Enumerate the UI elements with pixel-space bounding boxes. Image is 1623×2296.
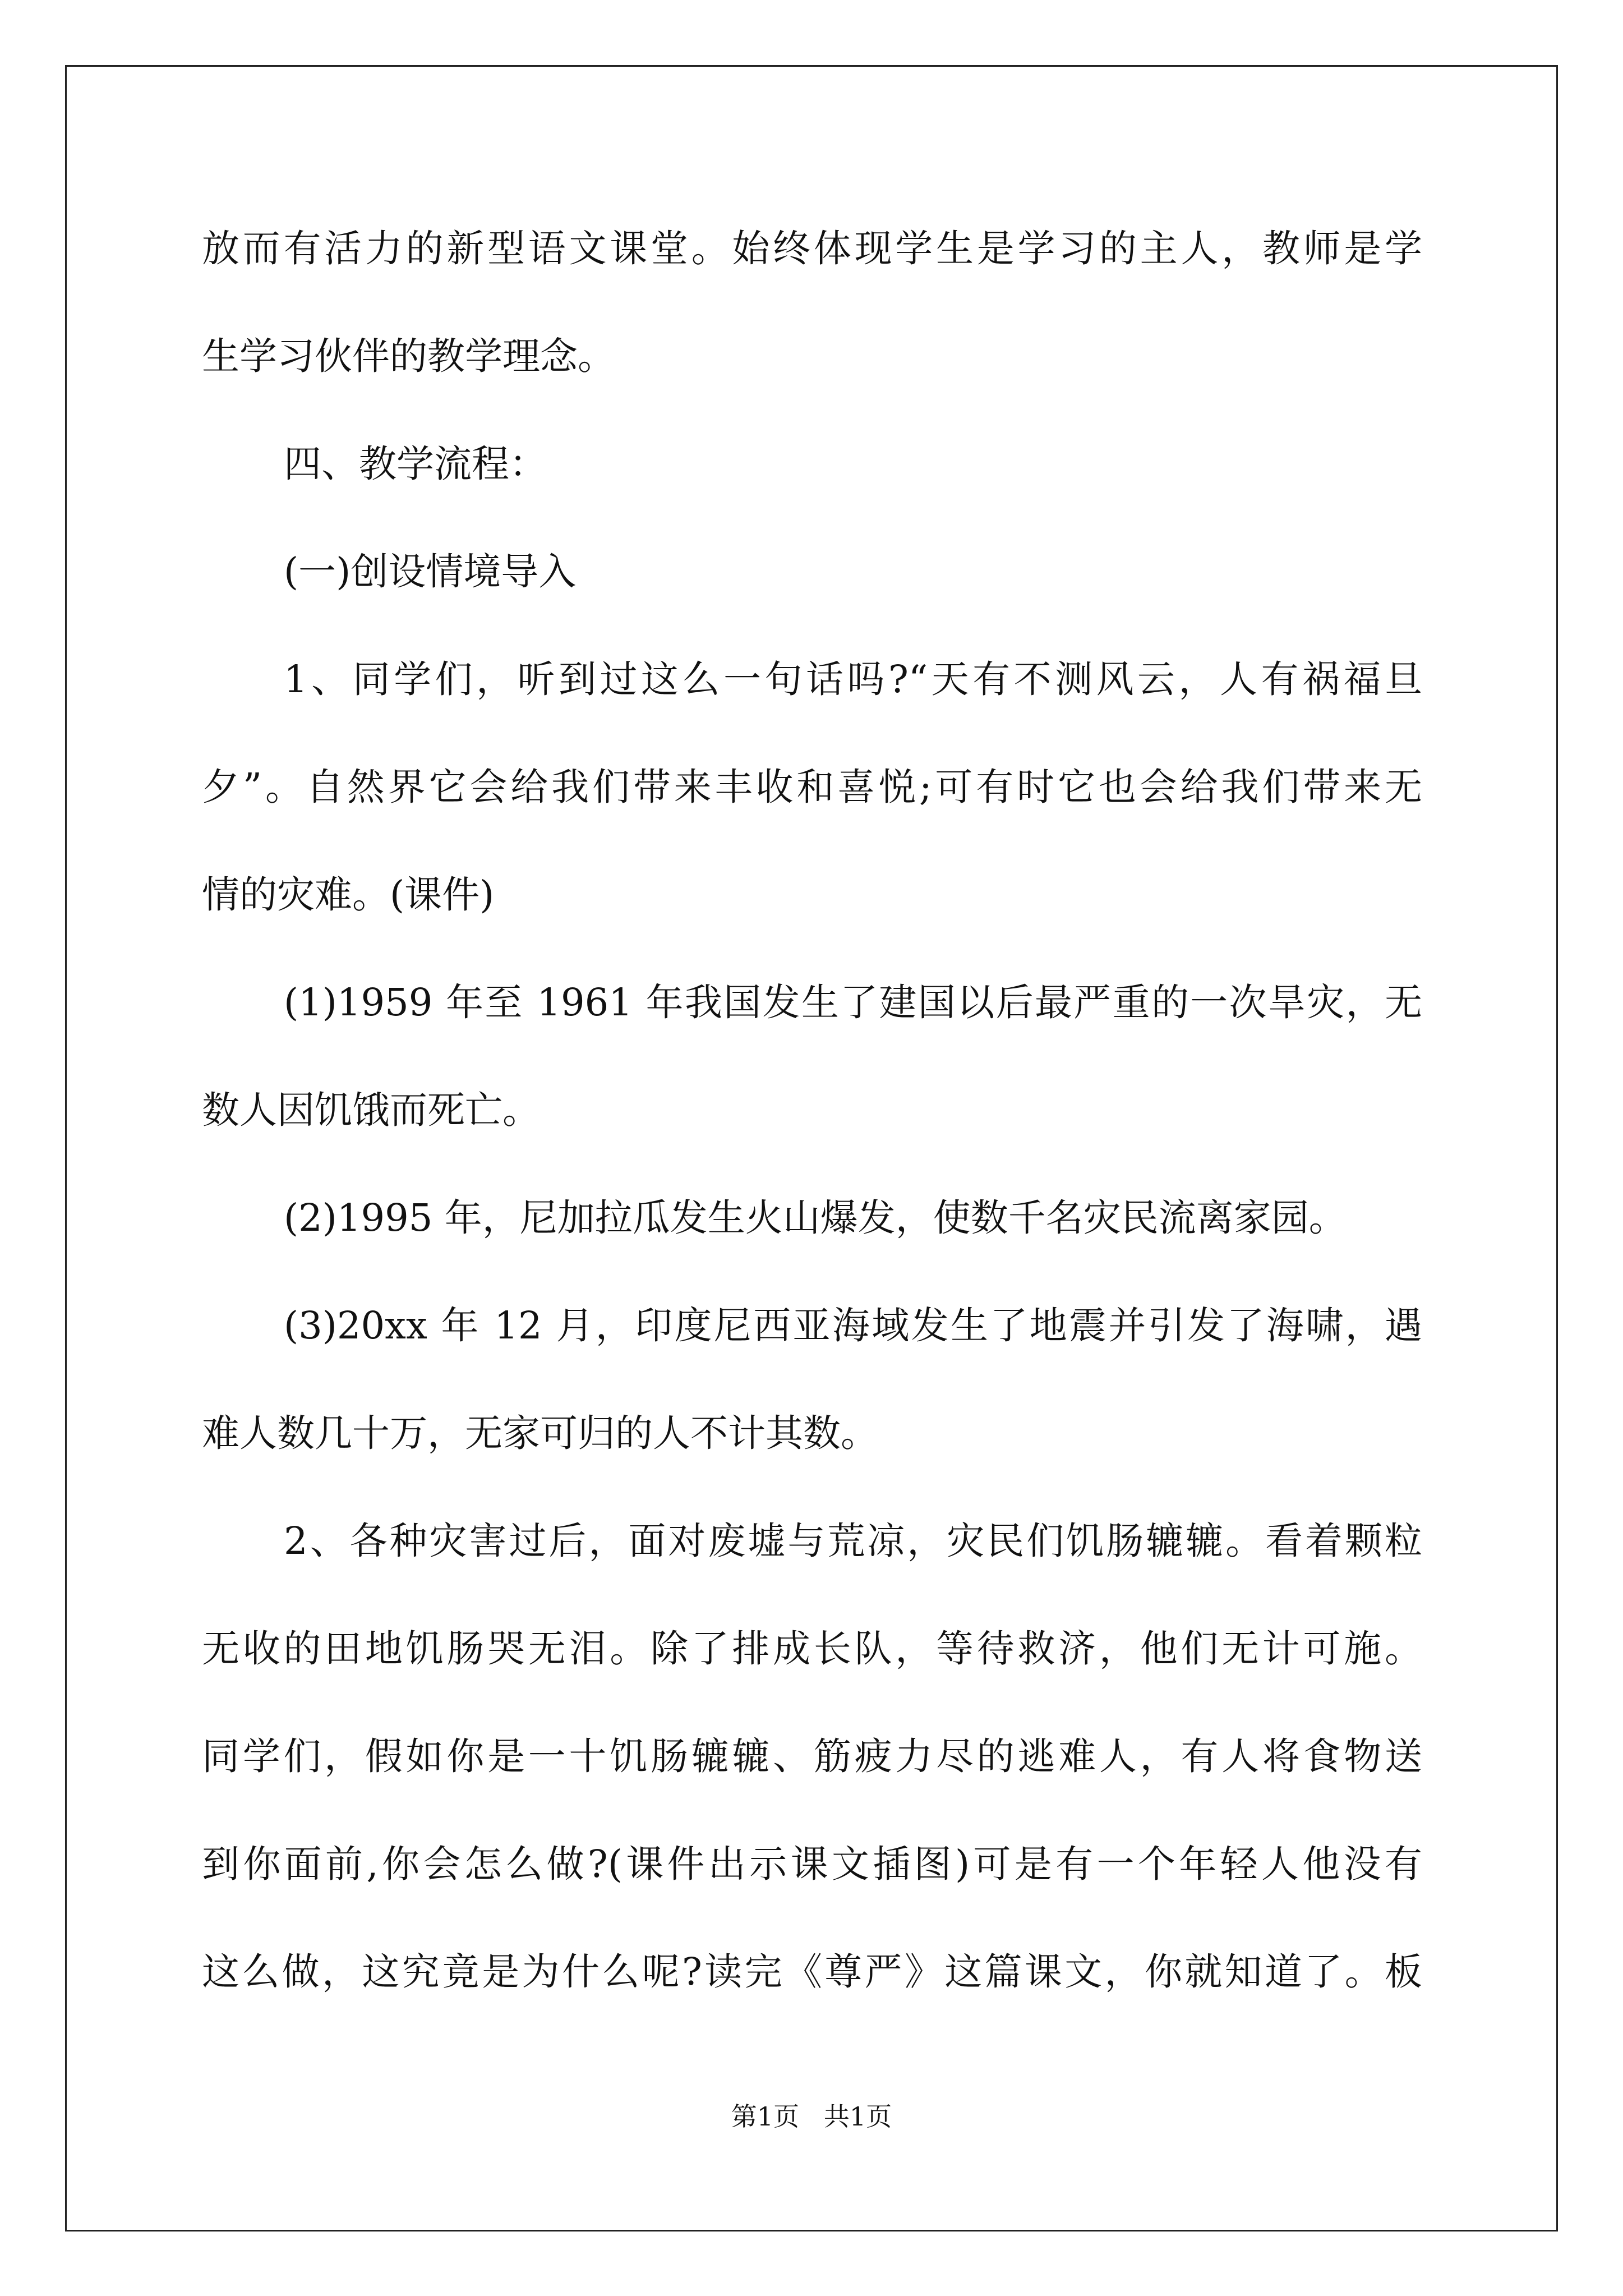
text-line: 这么做，这究竟是为什么呢?读完《尊严》这篇课文，你就知道了。板 bbox=[202, 1950, 1422, 1994]
text-line: (3)20xx 年 12 月，印度尼西亚海域发生了地震并引发了海啸，遇 bbox=[284, 1304, 1422, 1347]
text-line: 难人数几十万，无家可归的人不计其数。 bbox=[202, 1411, 878, 1455]
text-line: 到你面前,你会怎么做?(课件出示课文插图)可是有一个年轻人他没有 bbox=[202, 1842, 1422, 1886]
text-line: 无收的田地饥肠哭无泪。除了排成长队，等待救济，他们无计可施。 bbox=[202, 1627, 1422, 1671]
text-line: 情的灾难。(课件) bbox=[202, 873, 495, 917]
page-footer: 第1页 共1页 bbox=[731, 2101, 892, 2132]
text-line: 夕”。自然界它会给我们带来丰收和喜悦;可有时它也会给我们带来无 bbox=[202, 765, 1422, 809]
section-heading: 四、教学流程： bbox=[284, 442, 547, 486]
text-line: 同学们，假如你是一十饥肠辘辘、筋疲力尽的逃难人，有人将食物送 bbox=[202, 1734, 1422, 1778]
text-line: (1)1959 年至 1961 年我国发生了建国以后最严重的一次旱灾，无 bbox=[284, 981, 1422, 1024]
subsection-heading: (一)创设情境导入 bbox=[284, 550, 577, 593]
text-line: 2、各种灾害过后，面对废墟与荒凉，灾民们饥肠辘辘。看着颗粒 bbox=[284, 1519, 1422, 1563]
text-line: 生学习伙伴的教学理念。 bbox=[202, 334, 615, 378]
page-border bbox=[65, 65, 1558, 2231]
text-line: 数人因饥饿而死亡。 bbox=[202, 1088, 540, 1132]
text-line: 1、同学们，听到过这么一句话吗?“天有不测风云，人有祸福旦 bbox=[284, 657, 1422, 701]
text-line: (2)1995 年，尼加拉瓜发生火山爆发，使数千名灾民流离家园。 bbox=[284, 1196, 1347, 1240]
text-line: 放而有活力的新型语文课堂。始终体现学生是学习的主人，教师是学 bbox=[202, 227, 1422, 270]
